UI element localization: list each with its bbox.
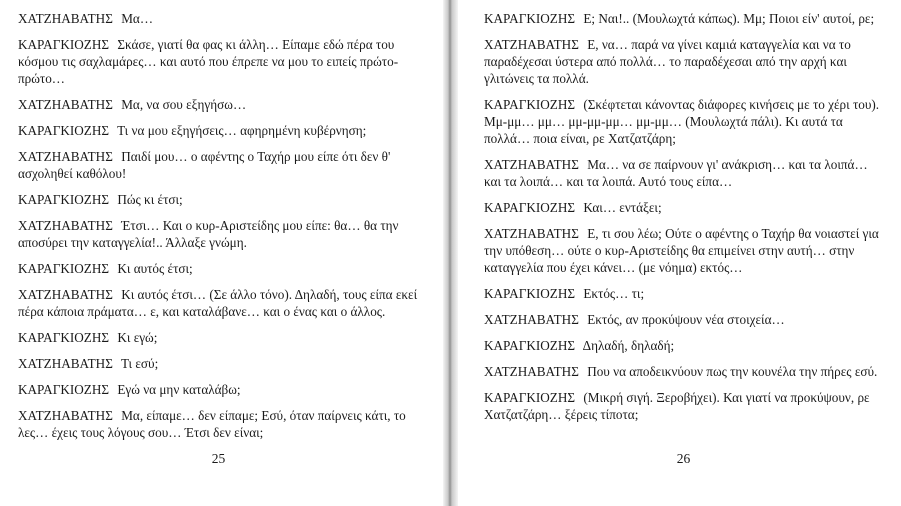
speaker-name: ΧΑΤΖΗΑΒΑΤΗΣ (484, 37, 579, 52)
dialogue-text: Έτσι… Και ο κυρ-Αριστείδης μου είπε: θα… θα την αποσύρει την καταγγελία!.. Άλλαξε γνώμη. (18, 218, 399, 250)
dialogue-text: Πώς κι έτσι; (117, 192, 183, 207)
dialogue-line (484, 156, 887, 190)
dialogue-line (484, 389, 887, 423)
speaker-name: ΧΑΤΖΗΑΒΑΤΗΣ (18, 149, 113, 164)
dialogue-text: Ε, τι σου λέω; Ούτε ο αφέντης ο Ταχήρ θα νοιαστεί για την υπόθεση… ούτε ο κυρ-Αριστείδης θα επιμείνει στην αυτή… στην καταγγελία που έχει κάνει… (με νόημα) εκτός… (484, 226, 879, 275)
dialogue-text: Μα… να σε παίρνουν γι' ανάκριση… και τα λοιπά… και τα λοιπά… και τα λοιπά. Αυτό τους είπα… (484, 157, 868, 189)
dialogue-text: Κι αυτός έτσι… (Σε άλλο τόνο). Δηλαδή, τους είπα εκεί πέρα κάποια πράματα… ε, και καταλάβανε… και ο ένας και ο άλλος. (18, 287, 418, 319)
speaker-name: ΚΑΡΑΓΚΙΟΖΗΣ (18, 192, 110, 207)
dialogue-line (18, 286, 420, 320)
dialogue-line (484, 36, 887, 87)
dialogue-text: Εκτός, αν προκύψουν νέα στοιχεία… (587, 312, 785, 327)
speaker-name: ΚΑΡΑΓΚΙΟΖΗΣ (484, 390, 576, 405)
dialogue-text: (Σκέφτεται κάνοντας διάφορες κινήσεις με το χέρι του). Μμ-μμ… μμ… μμ-μμ-μμ… μμ-μμ… (Μουλωχτά πάλι). Κι αυτά τα πολλά… ποια είναι, ρε Χατζατζάρη; (484, 97, 880, 146)
left-page (0, 0, 443, 506)
speaker-name: ΧΑΤΖΗΑΒΑΤΗΣ (484, 157, 579, 172)
dialogue-text: Τι να μου εξηγήσεις… αφηρημένη κυβέρνηση; (117, 123, 367, 138)
dialogue-line (484, 363, 887, 380)
speaker-name: ΚΑΡΑΓΚΙΟΖΗΣ (484, 286, 576, 301)
dialogue-line (18, 407, 420, 441)
dialogue-line (18, 329, 420, 346)
dialogue-line (18, 355, 420, 372)
page-number: 26 (676, 451, 691, 466)
dialogue-line (18, 260, 420, 277)
dialogue-text: Μα, είπαμε… δεν είπαμε; Εσύ, όταν παίρνεις κάτι, το λες… έχεις τους λόγους σου… Έτσι δεν είναι; (18, 408, 406, 440)
speaker-name: ΧΑΤΖΗΑΒΑΤΗΣ (18, 11, 113, 26)
dialogue-line (18, 10, 420, 27)
speaker-name: ΧΑΤΖΗΑΒΑΤΗΣ (18, 356, 113, 371)
dialogue-text: (Μικρή σιγή. Ξεροβήχει). Και γιατί να προκύψουν, ρε Χατζατζάρη… ξέρεις τίποτα; (484, 390, 870, 422)
dialogue-line (18, 217, 420, 251)
dialogue-line (18, 122, 420, 139)
speaker-name: ΚΑΡΑΓΚΙΟΖΗΣ (18, 37, 110, 52)
dialogue-text: Ε, να… παρά να γίνει καμιά καταγγελία και να το παραδέχεσαι ύστερα από πολλά… το παραδέχεσαι από την αρχή και γλιτώνεις τα πολλά. (484, 37, 851, 86)
speaker-name: ΧΑΤΖΗΑΒΑΤΗΣ (484, 312, 579, 327)
dialogue-text: Κι αυτός έτσι; (117, 261, 193, 276)
right-page (458, 0, 901, 506)
dialogue-text: Δηλαδή, δηλαδή; (582, 338, 675, 353)
speaker-name: ΧΑΤΖΗΑΒΑΤΗΣ (18, 408, 113, 423)
dialogue-line (484, 311, 887, 328)
dialogue-line (18, 381, 420, 398)
dialogue-text: Σκάσε, γιατί θα φας κι άλλη… Είπαμε εδώ πέρα του κόσμου τις σαχλαμάρες… και αυτό που έπρεπε να μου το ειπείς πρώτο-πρώτο… (18, 37, 399, 86)
right-page-text (484, 10, 887, 432)
speaker-name: ΚΑΡΑΓΚΙΟΖΗΣ (18, 330, 110, 345)
dialogue-line (18, 148, 420, 182)
dialogue-text: Τι εσύ; (120, 356, 159, 371)
speaker-name: ΚΑΡΑΓΚΙΟΖΗΣ (484, 11, 576, 26)
dialogue-text: Εγώ να μην καταλάβω; (117, 382, 241, 397)
speaker-name: ΚΑΡΑΓΚΙΟΖΗΣ (18, 382, 110, 397)
dialogue-text: Που να αποδεικνύουν πως την κουνέλα την πήρες εσύ. (587, 364, 878, 379)
dialogue-line (484, 225, 887, 276)
dialogue-line (484, 10, 887, 27)
dialogue-text: Και… εντάξει; (583, 200, 662, 215)
speaker-name: ΚΑΡΑΓΚΙΟΖΗΣ (18, 123, 110, 138)
speaker-name: ΧΑΤΖΗΑΒΑΤΗΣ (18, 287, 113, 302)
speaker-name: ΚΑΡΑΓΚΙΟΖΗΣ (484, 338, 576, 353)
dialogue-line (18, 96, 420, 113)
dialogue-text: Ε; Ναι!.. (Μουλωχτά κάπως). Μμ; Ποιοι είν' αυτοί, ρε; (583, 11, 875, 26)
left-page-text (18, 10, 420, 450)
page-number: 25 (211, 451, 226, 466)
speaker-name: ΚΑΡΑΓΚΙΟΖΗΣ (18, 261, 110, 276)
dialogue-text: Μα… (121, 11, 154, 26)
dialogue-line (484, 96, 887, 147)
speaker-name: ΚΑΡΑΓΚΙΟΖΗΣ (484, 200, 576, 215)
page-gutter (443, 0, 458, 506)
dialogue-text: Παιδί μου… ο αφέντης ο Ταχήρ μου είπε ότι δεν θ' ασχοληθεί καθόλου! (18, 149, 391, 181)
speaker-name: ΧΑΤΖΗΑΒΑΤΗΣ (18, 218, 113, 233)
dialogue-text: Εκτός… τι; (583, 286, 645, 301)
speaker-name: ΚΑΡΑΓΚΙΟΖΗΣ (484, 97, 576, 112)
speaker-name: ΧΑΤΖΗΑΒΑΤΗΣ (484, 226, 579, 241)
dialogue-text: Κι εγώ; (117, 330, 158, 345)
dialogue-text: Μα, να σου εξηγήσω… (121, 97, 247, 112)
dialogue-line (484, 337, 887, 354)
speaker-name: ΧΑΤΖΗΑΒΑΤΗΣ (484, 364, 579, 379)
dialogue-line (484, 199, 887, 216)
speaker-name: ΧΑΤΖΗΑΒΑΤΗΣ (18, 97, 113, 112)
dialogue-line (18, 36, 420, 87)
dialogue-line (18, 191, 420, 208)
dialogue-line (484, 285, 887, 302)
